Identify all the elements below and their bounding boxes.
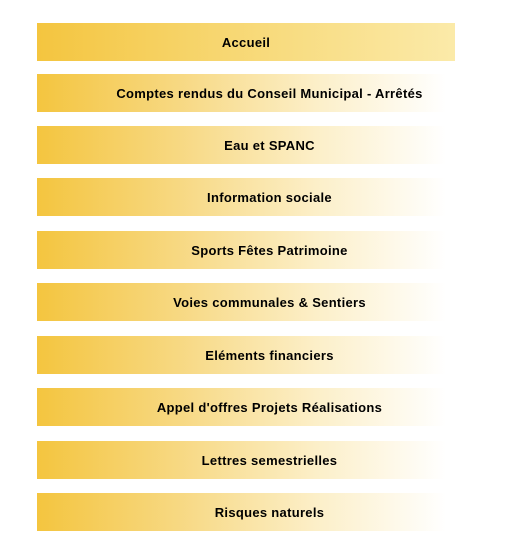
- menu-item-label: Eau et SPANC: [224, 137, 315, 153]
- menu-item-voies-communales[interactable]: [37, 283, 502, 321]
- menu-item-lettres-semestrielles[interactable]: [37, 441, 502, 479]
- menu-item-label: Eléments financiers: [205, 347, 334, 363]
- menu-item-risques-naturels[interactable]: [37, 493, 502, 531]
- menu-item-label: Voies communales & Sentiers: [173, 294, 366, 310]
- menu-item-comptes-rendus[interactable]: [37, 74, 502, 112]
- menu-item-label: Appel d'offres Projets Réalisations: [156, 399, 383, 415]
- menu-item-eau-spanc[interactable]: [37, 126, 502, 164]
- main-menu: [37, 0, 502, 551]
- menu-item-accueil[interactable]: [37, 23, 455, 61]
- menu-item-elements-financiers[interactable]: [37, 336, 502, 374]
- menu-item-information-sociale[interactable]: [37, 178, 502, 216]
- menu-item-appel-offres[interactable]: [37, 388, 502, 426]
- menu-item-label: Comptes rendus du Conseil Municipal - Arrêtés: [116, 85, 423, 101]
- menu-item-label: Sports Fêtes Patrimoine: [191, 242, 348, 258]
- menu-item-sports-fetes-patrimoine[interactable]: [37, 231, 502, 269]
- menu-item-label: Information sociale: [207, 189, 332, 205]
- menu-item-label: Accueil: [221, 34, 271, 50]
- menu-item-label: Lettres semestrielles: [201, 452, 338, 468]
- menu-item-label: Risques naturels: [214, 504, 325, 520]
